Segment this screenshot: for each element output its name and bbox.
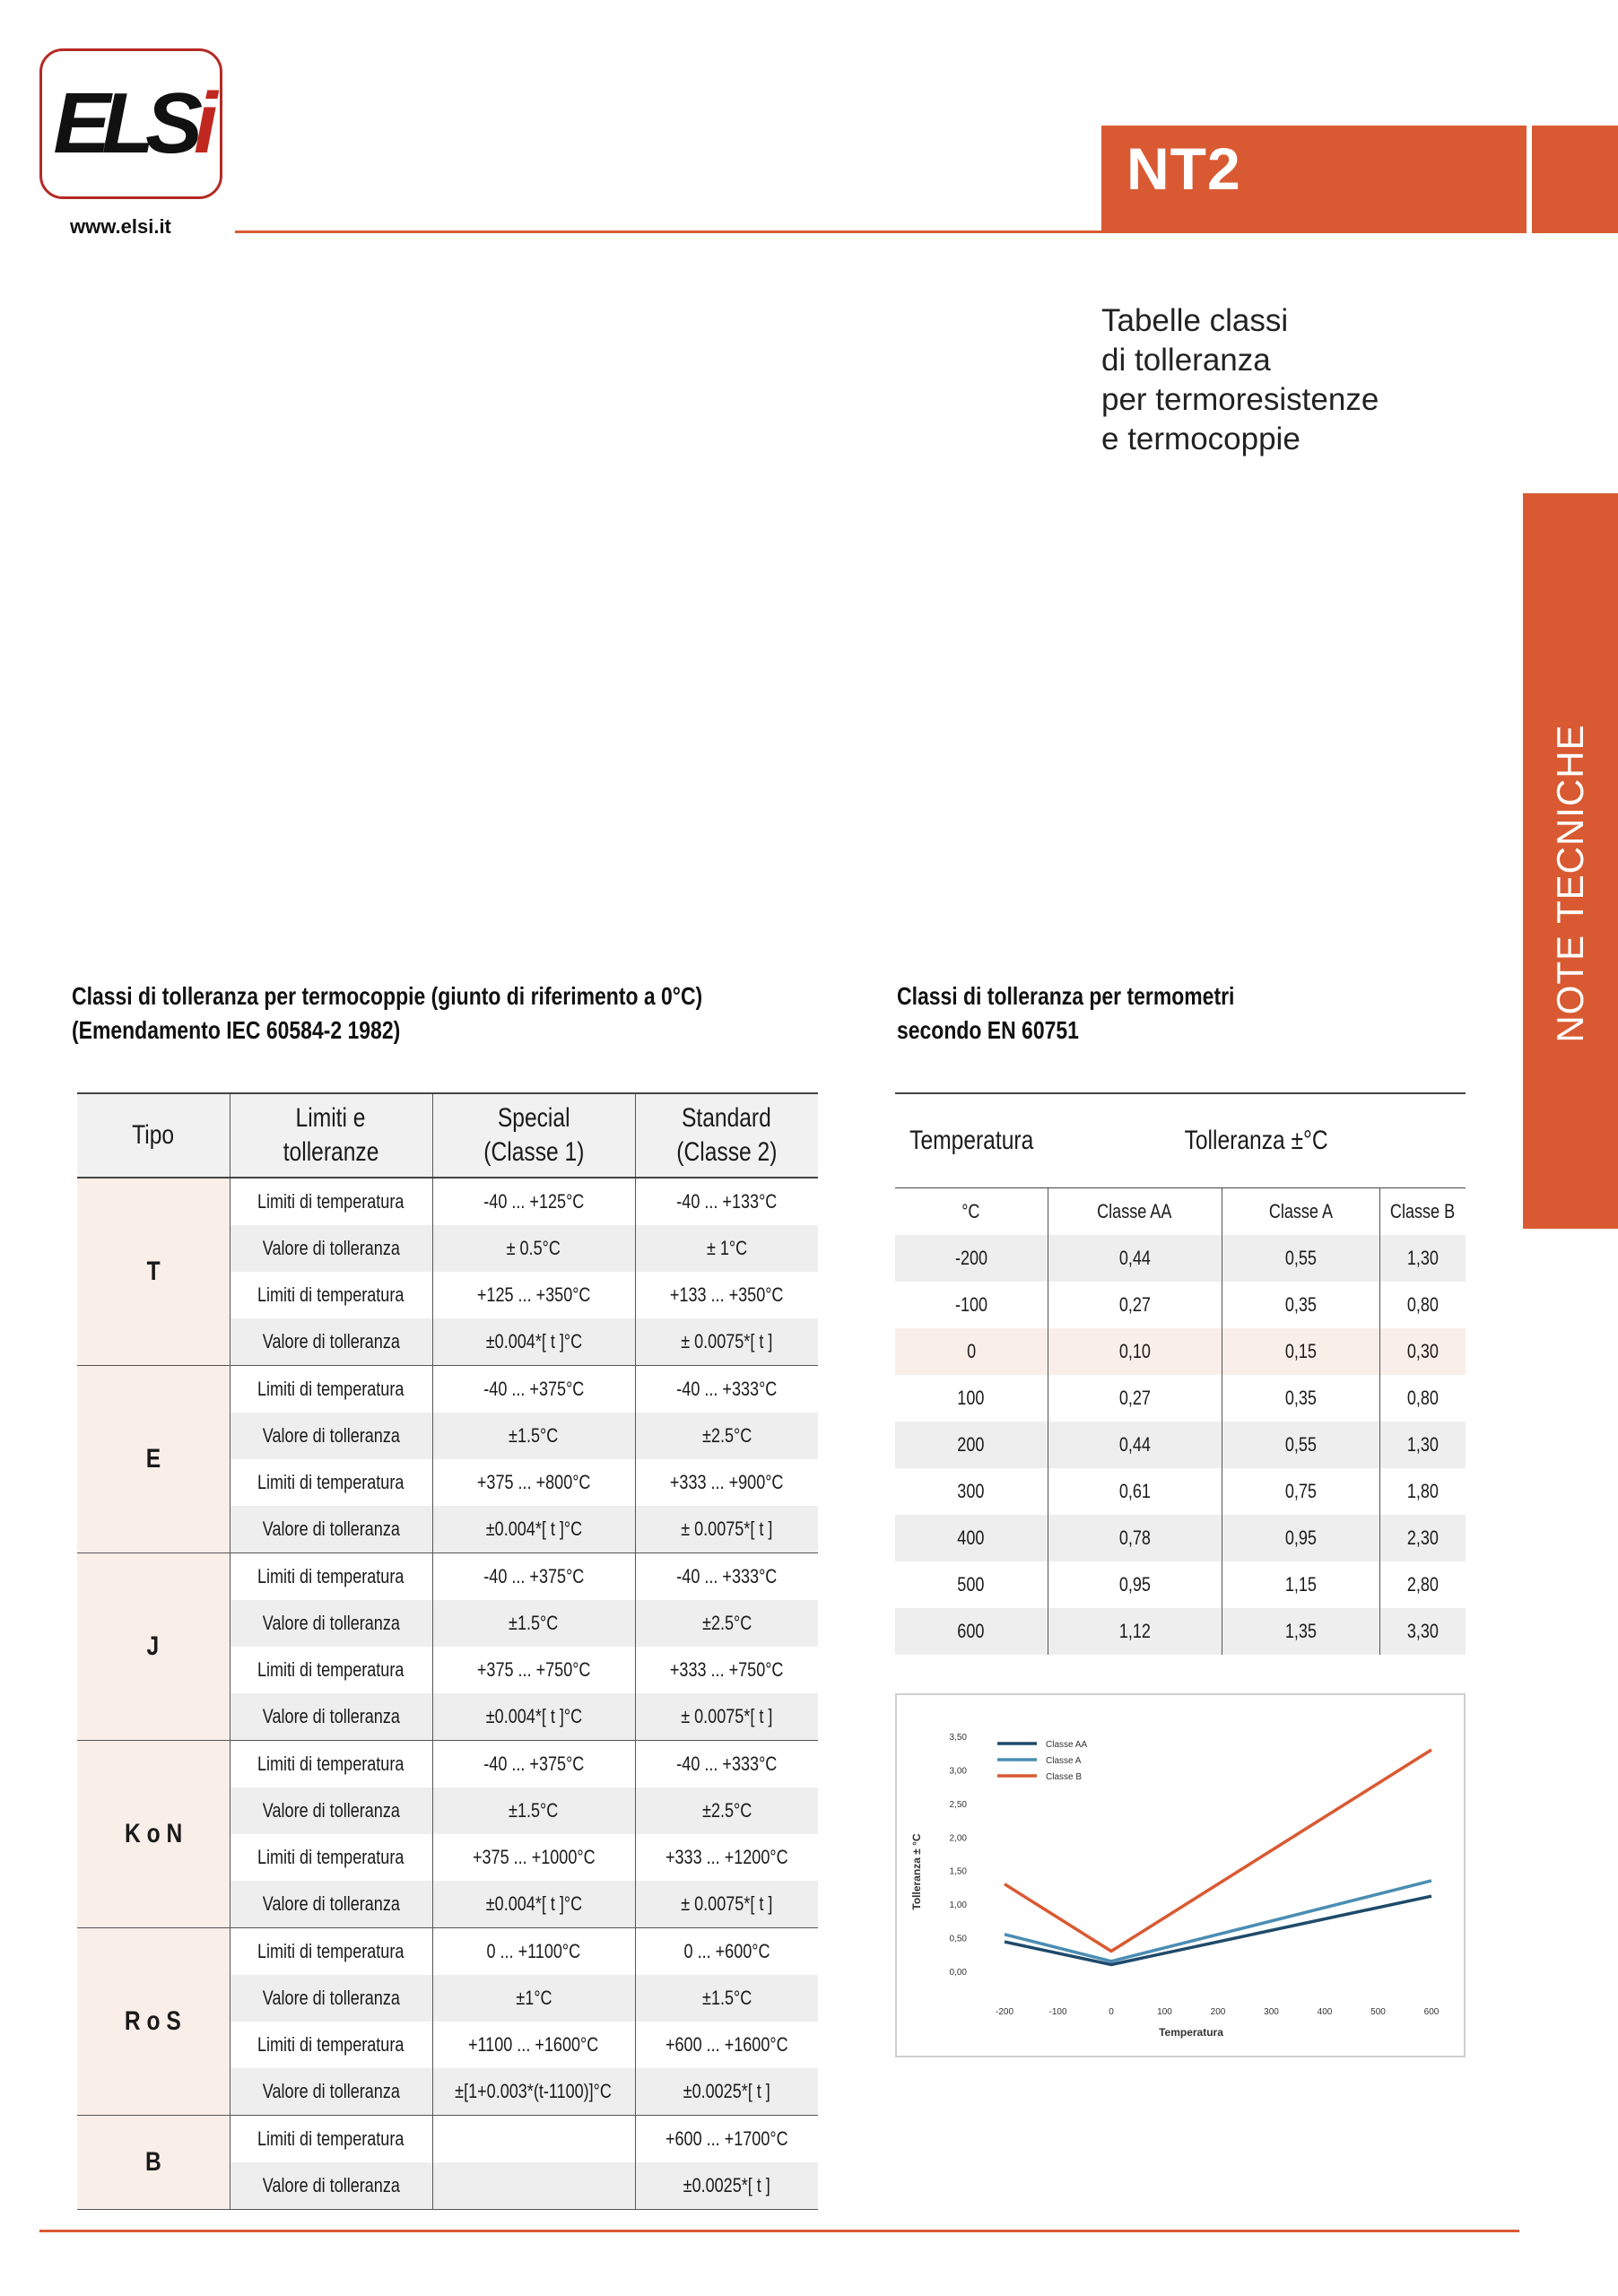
thermometer-heading: Classi di tolleranza per termometri secondo EN 60751 <box>897 982 1235 1044</box>
table-row <box>895 1422 1466 1468</box>
label-cell: Valore di tolleranza <box>230 1225 432 1272</box>
standard-cell: -40 ... +133°C <box>635 1178 818 1225</box>
x-tick-label: 200 <box>1210 2007 1226 2017</box>
y-tick-label: 1,00 <box>949 1900 967 1911</box>
temperature-cell: 600 <box>895 1608 1048 1655</box>
tolerance-cell: 3,30 <box>1379 1608 1466 1655</box>
label-cell: Limiti di temperatura <box>230 1366 432 1413</box>
tolerance-cell: 0,55 <box>1222 1235 1379 1282</box>
subheader-classe-b: Classe B <box>1379 1188 1466 1236</box>
legend-label: Classe AA <box>1046 1740 1088 1750</box>
tolerance-cell: 0,44 <box>1048 1422 1222 1468</box>
tolerance-cell: 0,35 <box>1222 1375 1379 1422</box>
label-cell: Limiti di temperatura <box>230 1459 432 1506</box>
x-tick-label: -200 <box>995 2007 1014 2017</box>
tolerance-cell: 1,12 <box>1048 1608 1222 1655</box>
special-cell: ±0.004*[ t ]°C <box>432 1693 635 1741</box>
label-cell: Limiti di temperatura <box>230 2116 432 2163</box>
tolerance-cell: 2,80 <box>1379 1561 1466 1608</box>
x-tick-label: 0 <box>1109 2007 1114 2017</box>
tolerance-cell: 0,10 <box>1048 1328 1222 1375</box>
standard-cell: +133 ... +350°C <box>635 1272 818 1318</box>
special-cell: ±1.5°C <box>432 1413 635 1459</box>
label-cell: Valore di tolleranza <box>230 1600 432 1647</box>
temperature-cell: 300 <box>957 1480 985 1502</box>
standard-cell: +600 ... +1600°C <box>635 2022 818 2068</box>
temperature-cell: 500 <box>957 1573 985 1596</box>
standard-cell: +333 ... +900°C <box>635 1459 818 1506</box>
special-cell: ±0.004*[ t ]°C <box>432 1318 635 1366</box>
header-temperatura: Temperatura <box>895 1093 1048 1188</box>
x-axis-label: Temperatura <box>1159 2026 1223 2039</box>
standard-cell: ±2.5°C <box>635 1413 818 1459</box>
label-cell: Limiti di temperatura <box>230 1178 432 1225</box>
table-row <box>895 1561 1466 1608</box>
x-tick-label: 600 <box>1423 2007 1440 2017</box>
table-row <box>77 2116 818 2163</box>
tolerance-cell: 0,55 <box>1222 1422 1379 1468</box>
y-tick-label: 3,50 <box>949 1733 967 1743</box>
thermometer-table <box>895 1092 1466 1655</box>
tipo-cell: J <box>77 1553 230 1741</box>
tolerance-cell: 1,30 <box>1379 1235 1466 1282</box>
tolerance-cell: 1,15 <box>1222 1561 1379 1608</box>
x-tick-label: 500 <box>1370 2007 1386 2017</box>
special-cell: -40 ... +125°C <box>432 1178 635 1225</box>
standard-cell: ± 1°C <box>635 1225 818 1272</box>
special-cell: ± 0.5°C <box>432 1225 635 1272</box>
tipo-cell: K o N <box>77 1741 230 1928</box>
standard-cell: +333 ... +750°C <box>635 1647 818 1693</box>
y-tick-label: 1,50 <box>949 1866 967 1877</box>
table-row <box>895 1328 1466 1375</box>
standard-cell: ±0.0025*[ t ] <box>635 2162 818 2210</box>
tolerance-cell: 0,61 <box>1048 1468 1222 1515</box>
standard-cell: ± 0.0075*[ t ] <box>635 1506 818 1553</box>
tolerance-cell: 1,80 <box>1379 1468 1466 1515</box>
document-subtitle: Tabelle classi di tolleranza per termoresistenze e termocoppie <box>1101 303 1379 457</box>
table-row <box>895 1375 1466 1422</box>
code-banner-tail <box>1532 126 1618 233</box>
subheader-celsius: °C <box>961 1200 980 1222</box>
tolerance-cell: 0,80 <box>1379 1282 1466 1328</box>
header-limiti: Limiti e tolleranze <box>230 1093 432 1178</box>
label-cell: Limiti di temperatura <box>230 1928 432 1976</box>
series-line <box>1005 1896 1431 1964</box>
special-cell: ±1.5°C <box>432 1600 635 1647</box>
tolerance-cell: 2,30 <box>1379 1515 1466 1561</box>
y-tick-label: 3,00 <box>949 1766 967 1777</box>
table-row <box>895 1235 1466 1282</box>
special-cell: -40 ... +375°C <box>432 1553 635 1601</box>
tolerance-cell: 0,78 <box>1048 1515 1222 1561</box>
legend-label: Classe A <box>1046 1756 1082 1766</box>
tolerance-cell: 0,27 <box>1048 1375 1222 1422</box>
special-cell: 0 ... +1100°C <box>432 1928 635 1976</box>
tolerance-cell: 0,75 <box>1222 1468 1379 1515</box>
thermocouple-table <box>77 1092 818 2210</box>
header-special: Special (Classe 1) <box>432 1093 635 1178</box>
tolerance-cell: 0,44 <box>1048 1235 1222 1282</box>
table-row <box>895 1468 1466 1515</box>
temperature-cell: 400 <box>895 1515 1048 1561</box>
tipo-cell: R o S <box>77 1928 230 2116</box>
special-cell <box>432 2162 635 2210</box>
table-row <box>77 1366 818 1413</box>
x-tick-label: -100 <box>1048 2007 1067 2017</box>
special-cell: ±0.004*[ t ]°C <box>432 1881 635 1928</box>
x-tick-label: 300 <box>1264 2007 1279 2017</box>
temperature-cell: 200 <box>895 1422 1048 1468</box>
standard-cell: ±1.5°C <box>635 1975 818 2022</box>
special-cell: +375 ... +800°C <box>432 1459 635 1506</box>
y-tick-label: 0,00 <box>949 1968 967 1978</box>
special-cell: -40 ... +375°C <box>432 1366 635 1413</box>
label-cell: Valore di tolleranza <box>230 1693 432 1741</box>
tolerance-cell: 0,15 <box>1222 1328 1379 1375</box>
footer-divider <box>39 2230 1519 2232</box>
special-cell: -40 ... +375°C <box>432 1741 635 1788</box>
subheader-classe-a: Classe A <box>1222 1188 1379 1236</box>
tolerance-cell: 0,95 <box>1048 1561 1222 1608</box>
special-cell: ±[1+0.003*(t-1100)]°C <box>432 2068 635 2116</box>
standard-cell: ± 0.0075*[ t ] <box>635 1693 818 1741</box>
tipo-cell: T <box>77 1178 230 1366</box>
label-cell: Valore di tolleranza <box>230 1975 432 2022</box>
tolerance-cell: 0,80 <box>1379 1375 1466 1422</box>
side-tab-label: NOTE TECNICHE <box>1549 724 1591 1043</box>
y-tick-label: 0,50 <box>949 1934 967 1944</box>
label-cell: Valore di tolleranza <box>230 2162 432 2210</box>
tipo-cell: B <box>77 2116 230 2210</box>
standard-cell: -40 ... +333°C <box>635 1553 818 1601</box>
label-cell: Limiti di temperatura <box>230 1647 432 1693</box>
special-cell: ±1.5°C <box>432 1787 635 1834</box>
tolerance-cell: 1,35 <box>1222 1608 1379 1655</box>
standard-cell: ±2.5°C <box>635 1787 818 1834</box>
label-cell: Valore di tolleranza <box>230 1787 432 1834</box>
temperature-cell: 0 <box>895 1328 1048 1375</box>
label-cell: Limiti di temperatura <box>230 2022 432 2068</box>
elsi-logo: ELSi <box>39 48 222 199</box>
table-row <box>895 1515 1466 1561</box>
table-row <box>77 1741 818 1788</box>
label-cell: Limiti di temperatura <box>230 1272 432 1318</box>
standard-cell: ± 0.0075*[ t ] <box>635 1881 818 1928</box>
legend-label: Classe B <box>1046 1772 1083 1782</box>
website-url[interactable]: www.elsi.it <box>70 215 171 238</box>
label-cell: Limiti di temperatura <box>230 1553 432 1601</box>
special-cell: +1100 ... +1600°C <box>432 2022 635 2068</box>
y-tick-label: 2,00 <box>949 1833 967 1844</box>
tipo-cell: E <box>77 1366 230 1553</box>
standard-cell: ±0.0025*[ t ] <box>635 2068 818 2116</box>
label-cell: Valore di tolleranza <box>230 1506 432 1553</box>
label-cell: Limiti di temperatura <box>230 1834 432 1881</box>
thermocouple-heading: Classi di tolleranza per termocoppie (giunto di riferimento a 0°C) (Emendamento IEC 60584-2 1982) <box>72 982 703 1044</box>
tolerance-cell: 0,30 <box>1379 1328 1466 1375</box>
special-cell: +375 ... +1000°C <box>432 1834 635 1881</box>
special-cell: +125 ... +350°C <box>432 1272 635 1318</box>
document-code: NT2 <box>1127 135 1241 202</box>
table-row <box>77 1553 818 1601</box>
standard-cell: ± 0.0075*[ t ] <box>635 1318 818 1366</box>
tolerance-chart-svg <box>897 1695 1464 2056</box>
standard-cell: +600 ... +1700°C <box>635 2116 818 2163</box>
series-line <box>1005 1881 1431 1961</box>
temperature-cell: 100 <box>957 1387 985 1409</box>
tolerance-chart <box>895 1693 1466 2057</box>
label-cell: Limiti di temperatura <box>230 1741 432 1788</box>
label-cell: Valore di tolleranza <box>230 1881 432 1928</box>
header-divider <box>235 230 1103 233</box>
table-row <box>77 1928 818 1976</box>
special-cell <box>432 2116 635 2163</box>
tolerance-cell: 0,27 <box>1048 1282 1222 1328</box>
special-cell: ±0.004*[ t ]°C <box>432 1506 635 1553</box>
x-tick-label: 400 <box>1317 2007 1333 2017</box>
y-tick-label: 2,50 <box>949 1799 967 1810</box>
subheader-classe-aa: Classe AA <box>1048 1188 1222 1236</box>
table-row <box>895 1282 1466 1328</box>
label-cell: Valore di tolleranza <box>230 2068 432 2116</box>
temperature-cell: -100 <box>954 1293 987 1316</box>
special-cell: ±1°C <box>432 1975 635 2022</box>
header-tolleranza: Tolleranza ±°C <box>1048 1093 1466 1188</box>
label-cell: Valore di tolleranza <box>230 1318 432 1366</box>
table-row <box>77 1178 818 1225</box>
standard-cell: -40 ... +333°C <box>635 1366 818 1413</box>
standard-cell: -40 ... +333°C <box>635 1741 818 1788</box>
temperature-cell: -200 <box>895 1235 1048 1282</box>
header-standard: Standard (Classe 2) <box>635 1093 818 1178</box>
special-cell: +375 ... +750°C <box>432 1647 635 1693</box>
x-tick-label: 100 <box>1157 2007 1172 2017</box>
tolerance-cell: 0,35 <box>1222 1282 1379 1328</box>
header-tipo: Tipo <box>77 1093 230 1178</box>
standard-cell: 0 ... +600°C <box>635 1928 818 1976</box>
standard-cell: ±2.5°C <box>635 1600 818 1647</box>
tolerance-cell: 1,30 <box>1379 1422 1466 1468</box>
label-cell: Valore di tolleranza <box>230 1413 432 1459</box>
y-axis-label: Tolleranza ± °C <box>910 1833 923 1910</box>
table-row <box>895 1608 1466 1655</box>
tolerance-cell: 0,95 <box>1222 1515 1379 1561</box>
standard-cell: +333 ... +1200°C <box>635 1834 818 1881</box>
